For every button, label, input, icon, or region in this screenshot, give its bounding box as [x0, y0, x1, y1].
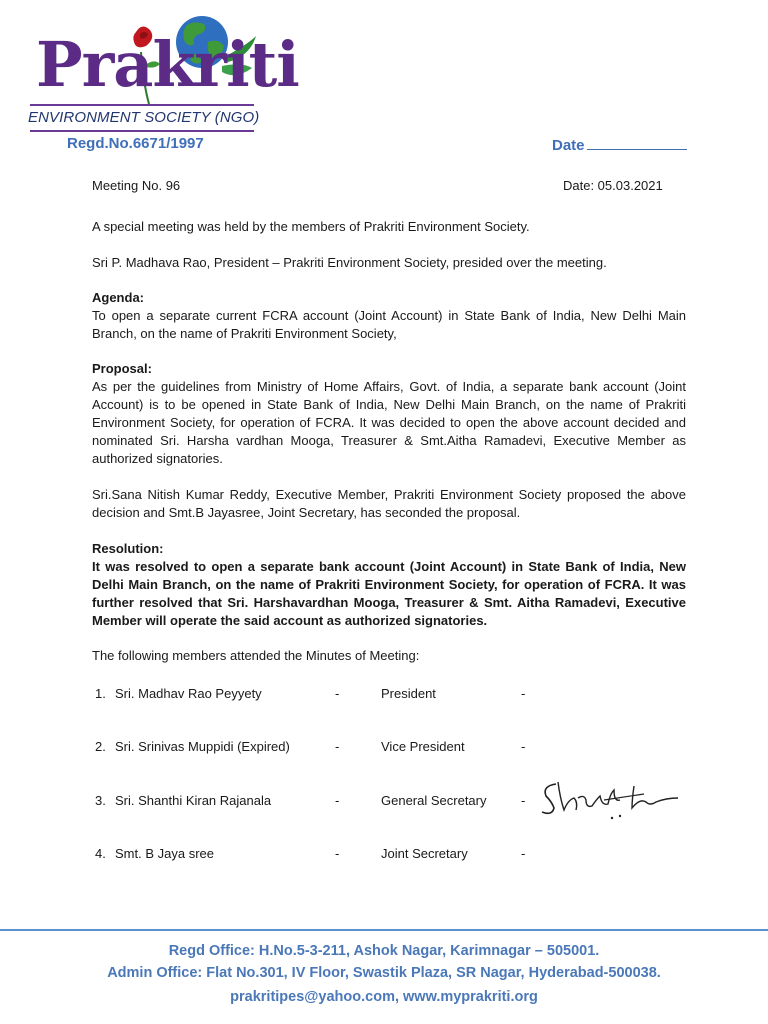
- handwritten-signature: [538, 772, 678, 822]
- member-number: 1.: [95, 686, 106, 701]
- registration-number: Regd.No.6671/1997: [67, 135, 204, 152]
- resolution-section: [92, 540, 686, 630]
- logo-wordmark: Prakriti: [36, 28, 299, 101]
- date-label: Date: [552, 137, 585, 154]
- member-name: Sri. Shanthi Kiran Rajanala: [115, 793, 272, 808]
- logo-divider-bottom: [30, 130, 254, 132]
- member-name: Sri. Srinivas Muppidi (Expired): [115, 739, 290, 754]
- agenda-text: To open a separate current FCRA account (Joint Account) in State Bank of India, New Delhi Main Branch, on the name of Prakriti Environment Society,: [92, 308, 686, 341]
- proposal-heading: Proposal:: [92, 361, 152, 376]
- agenda-section: [92, 289, 686, 343]
- meeting-presided: Sri P. Madhava Rao, President – Prakriti Environment Society, presided over the meeting.: [92, 255, 607, 270]
- member-row: [95, 793, 615, 813]
- footer-divider: [0, 929, 768, 931]
- member-number: 4.: [95, 846, 106, 861]
- member-role: General Secretary: [381, 793, 487, 808]
- resolution-text: It was resolved to open a separate bank account (Joint Account) in State Bank of India, New Delhi Main Branch, on the name of Prakriti Environment Society, for operation of FCRA. It was further resolved that Sri. Harshavardhan Mooga, Treasurer & Smt. Aitha Ramadevi, Executive Member will operate the said account as authorized signatories.: [92, 559, 686, 628]
- resolution-heading: Resolution:: [92, 541, 164, 556]
- logo-subtitle: ENVIRONMENT SOCIETY (NGO): [28, 109, 260, 126]
- member-name: Smt. B Jaya sree: [115, 846, 214, 861]
- member-separator: -: [335, 846, 340, 861]
- proposal-section: [92, 360, 686, 522]
- member-signature-separator: -: [521, 686, 526, 701]
- meeting-number: Meeting No. 96: [92, 178, 181, 193]
- member-role: Vice President: [381, 739, 465, 754]
- proposal-seconded: Sri.Sana Nitish Kumar Reddy, Executive Member, Prakriti Environment Society proposed the above decision and Smt.B Jayasree, Joint Secretary, has seconded the proposal.: [92, 487, 686, 520]
- member-row: [95, 739, 615, 759]
- logo-divider-top: [30, 104, 254, 106]
- member-signature-separator: -: [521, 846, 526, 861]
- member-name: Sri. Madhav Rao Peyyety: [115, 686, 262, 701]
- member-signature-separator: -: [521, 793, 526, 808]
- member-role: President: [381, 686, 436, 701]
- member-row: [95, 846, 615, 866]
- meeting-date: Date: 05.03.2021: [563, 178, 663, 193]
- footer-regd-office: Regd Office: H.No.5-3-211, Ashok Nagar, Karimnagar – 505001.: [168, 943, 600, 959]
- member-row: [95, 686, 615, 706]
- member-number: 3.: [95, 793, 106, 808]
- date-header: [552, 135, 687, 154]
- attendance-intro: The following members attended the Minutes of Meeting:: [92, 648, 420, 663]
- meeting-intro: A special meeting was held by the members of Prakriti Environment Society.: [92, 219, 530, 234]
- footer-admin-office: Admin Office: Flat No.301, IV Floor, Swastik Plaza, SR Nagar, Hyderabad-500038.: [107, 965, 661, 981]
- member-signature-separator: -: [521, 739, 526, 754]
- footer-contact: prakritipes@yahoo.com, www.myprakriti.org: [230, 989, 538, 1005]
- member-separator: -: [335, 686, 340, 701]
- agenda-heading: Agenda:: [92, 290, 144, 305]
- member-separator: -: [335, 739, 340, 754]
- member-role: Joint Secretary: [381, 846, 468, 861]
- member-number: 2.: [95, 739, 106, 754]
- date-blank-line: [587, 135, 687, 150]
- proposal-text: As per the guidelines from Ministry of Home Affairs, Govt. of India, a separate bank account (Joint Account) is to be opened in State Bank of India, New Delhi Main Branch, on the name of Prakriti Environment Society, for operation of FCRA. It was decided to open the above account decided and nominated Sri. Harsha vardhan Mooga, Treasurer & Smt.Aitha Ramadevi, Executive Member as authorized signatories.: [92, 379, 686, 466]
- member-separator: -: [335, 793, 340, 808]
